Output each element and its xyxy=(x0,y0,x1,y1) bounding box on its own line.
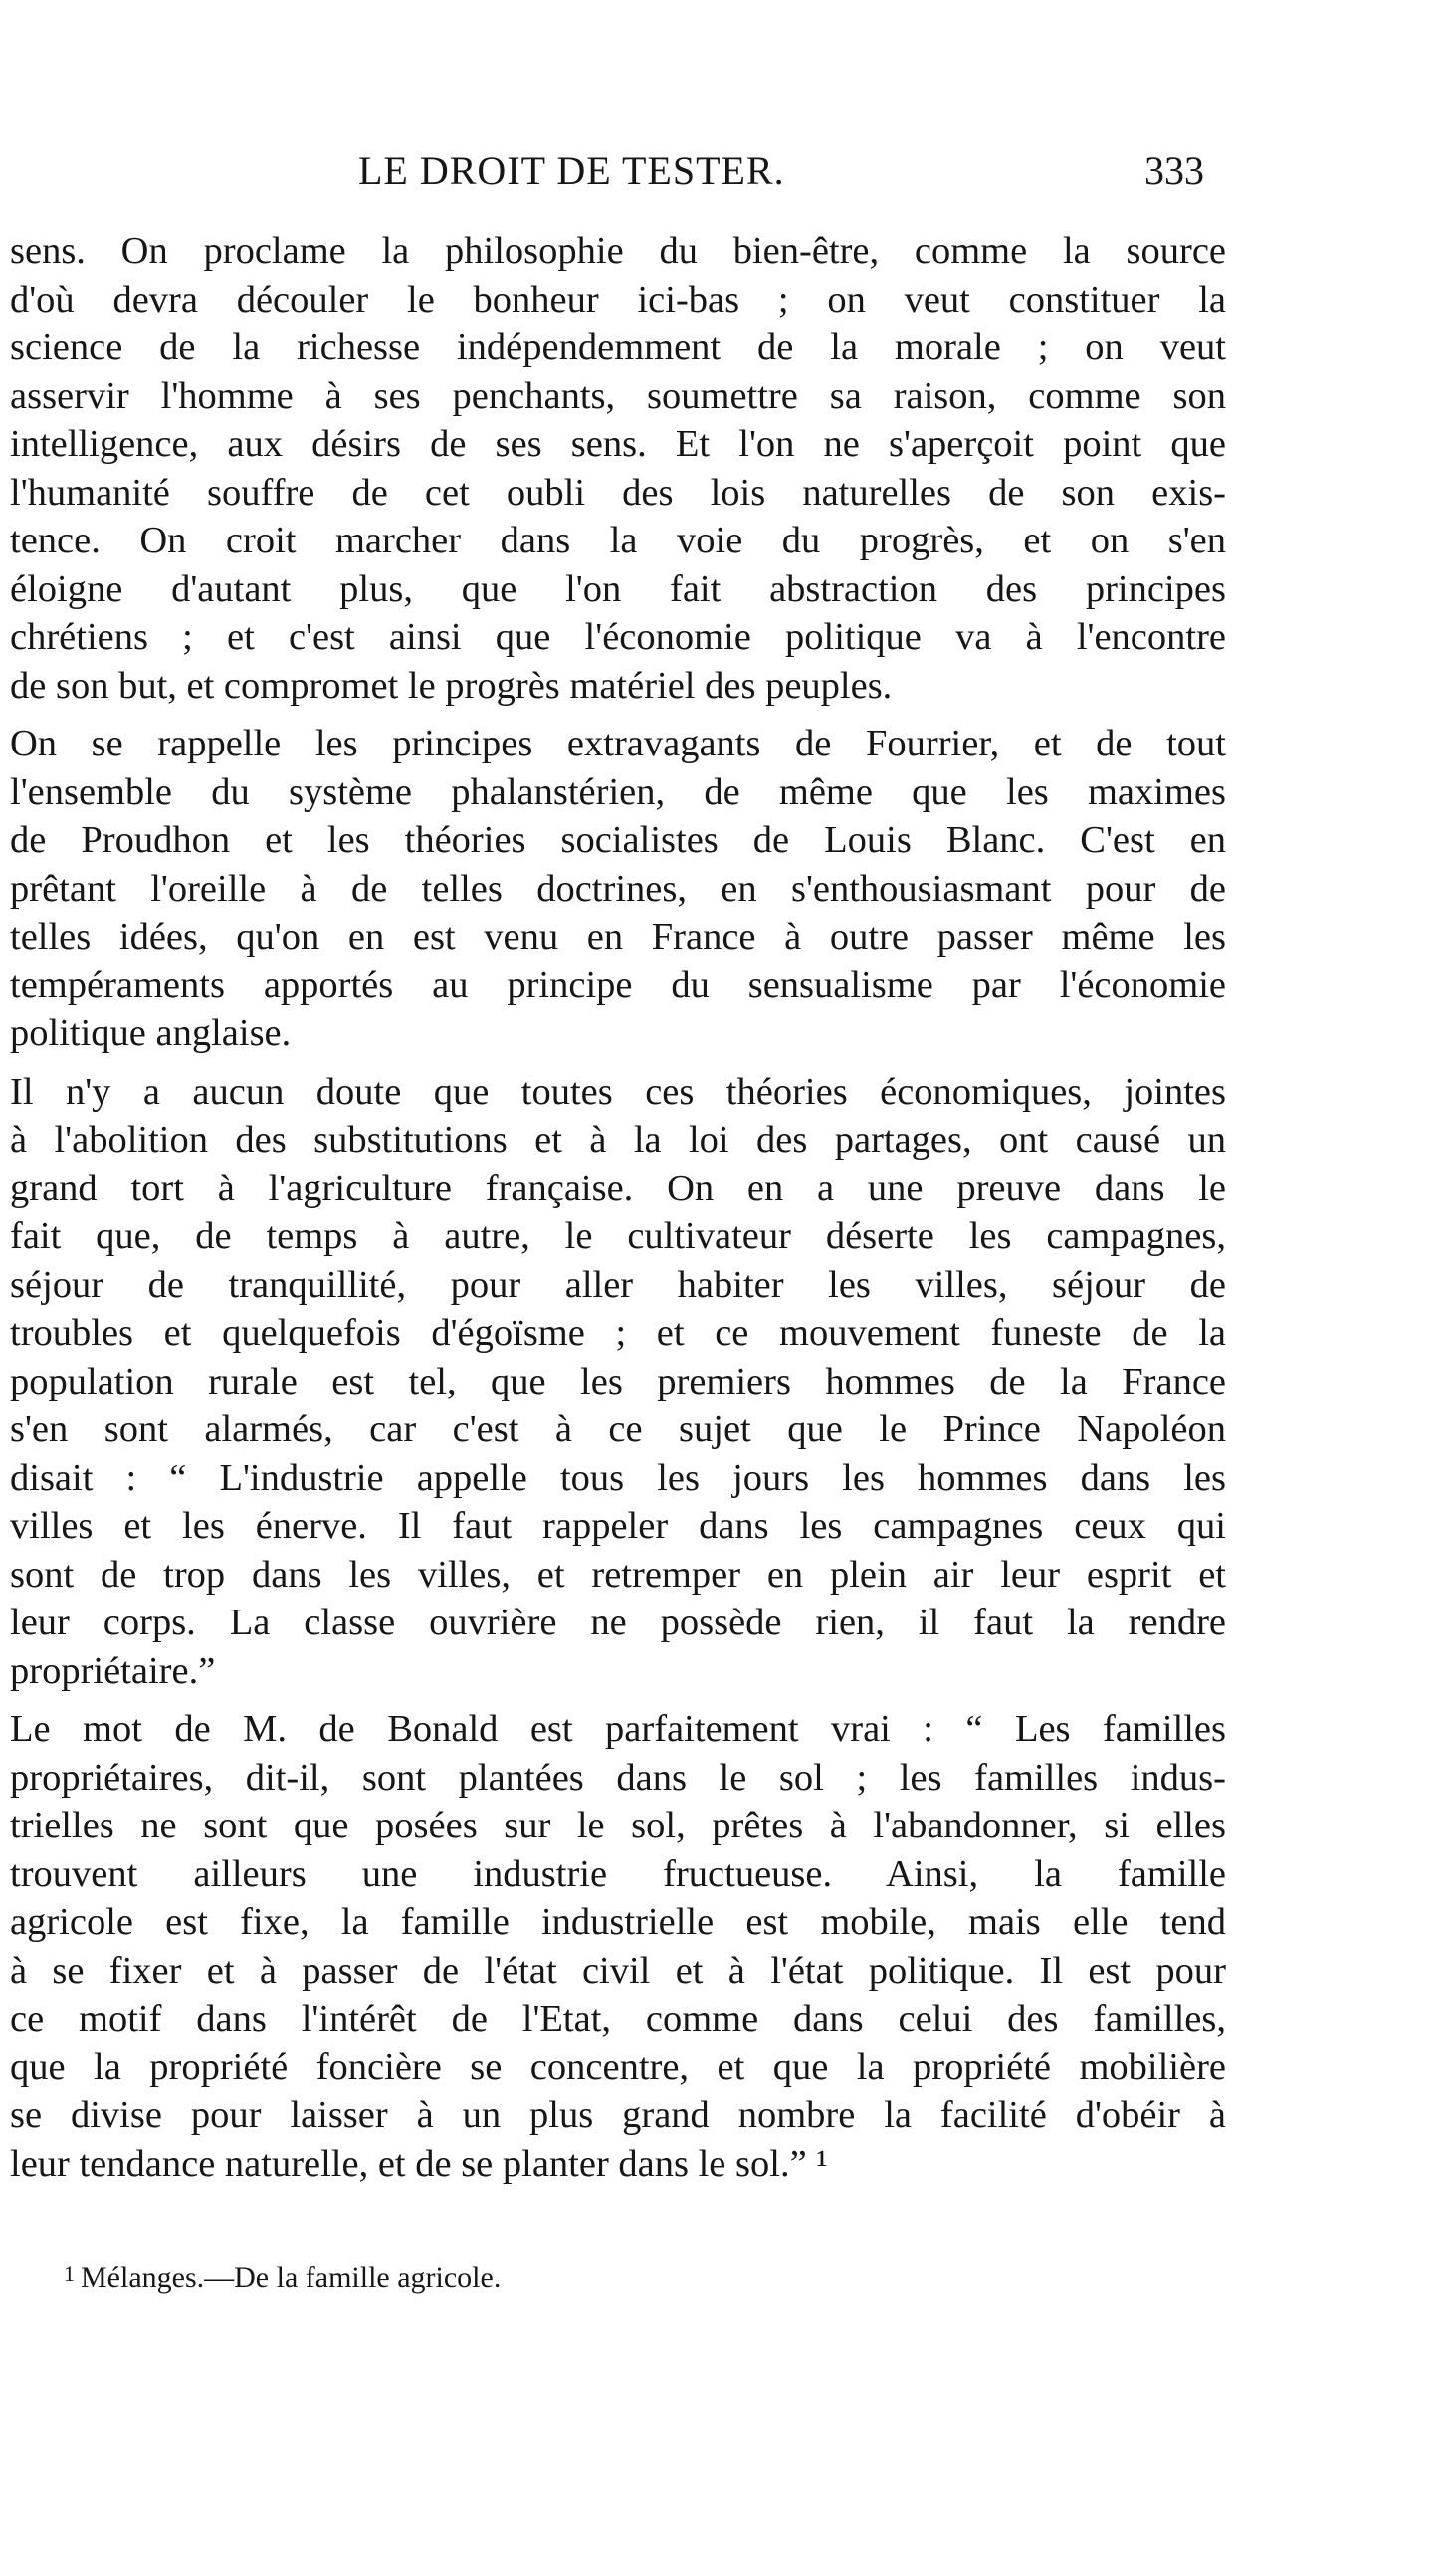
footnote-text: Mélanges.—De la famille agricole. xyxy=(81,2261,502,2294)
text-line: à l'abolition des substitutions et à la loi des partages, ont causé un xyxy=(10,1119,1226,1161)
text-line: sont de trop dans les villes, et retremper en plein air leur esprit et xyxy=(10,1553,1226,1596)
text-line: prêtant l'oreille à de telles doctrines, en s'enthousiasmant pour de xyxy=(10,867,1226,910)
text-line: se divise pour laisser à un plus grand nombre la facilité d'obéir à xyxy=(10,2094,1226,2136)
text-line: chrétiens ; et c'est ainsi que l'économie politique va à l'encontre xyxy=(10,616,1226,658)
text-line: propriétaire.” xyxy=(10,1649,216,1692)
text-line: asservir l'homme à ses penchants, soumettre sa raison, comme son xyxy=(10,374,1226,417)
text-line: politique anglaise. xyxy=(10,1012,292,1054)
text-line: disait : “ L'industrie appelle tous les jours les hommes dans les xyxy=(10,1456,1226,1499)
text-line: science de la richesse indépendemment de la morale ; on veut xyxy=(10,326,1226,368)
text-line: propriétaires, dit-il, sont plantées dans le sol ; les familles indus- xyxy=(10,1756,1226,1799)
text-line: que la propriété foncière se concentre, et que la propriété mobilière xyxy=(10,2045,1226,2088)
running-title: LE DROIT DE TESTER. xyxy=(358,148,785,193)
text-line: à se fixer et à passer de l'état civil et à l'état politique. Il est pour xyxy=(10,1949,1226,1992)
text-line: intelligence, aux désirs de ses sens. Et l'on ne s'aperçoit point que xyxy=(10,423,1226,465)
text-line: fait que, de temps à autre, le cultivateur déserte les campagnes, xyxy=(10,1215,1226,1257)
text-line: s'en sont alarmés, car c'est à ce sujet que le Prince Napoléon xyxy=(10,1408,1226,1450)
text-line: troubles et quelquefois d'égoïsme ; et ce mouvement funeste de la xyxy=(10,1312,1226,1354)
text-line: tempéraments apportés au principe du sensualisme par l'économie xyxy=(10,964,1226,1006)
text-line: l'ensemble du système phalanstérien, de même que les maximes xyxy=(10,770,1226,813)
text-line: population rurale est tel, que les premiers hommes de la France xyxy=(10,1360,1226,1402)
text-line: telles idées, qu'on en est venu en France à outre passer même les xyxy=(10,916,1226,958)
paragraph xyxy=(10,227,1226,710)
text-line: sens. On proclame la philosophie du bien-être, comme la source xyxy=(10,230,1226,272)
text-line: de son but, et compromet le progrès matériel des peuples. xyxy=(10,664,893,707)
text-line: tence. On croit marcher dans la voie du progrès, et on s'en xyxy=(10,520,1226,561)
text-line: leur tendance naturelle, et de se planter dans le sol.” ¹ xyxy=(10,2142,828,2185)
text-line: trielles ne sont que posées sur le sol, prêtes à l'abandonner, si elles xyxy=(10,1805,1226,1846)
text-line: de Proudhon et les théories socialistes de Louis Blanc. C'est en xyxy=(10,819,1226,861)
footnote xyxy=(64,2261,501,2295)
text-line: séjour de tranquillité, pour aller habiter les villes, séjour de xyxy=(10,1263,1226,1306)
text-line: agricole est fixe, la famille industrielle est mobile, mais elle tend xyxy=(10,1901,1226,1943)
text-line: l'humanité souffre de cet oubli des lois naturelles de son exis- xyxy=(10,471,1226,514)
paragraph xyxy=(10,1705,1226,2188)
text-line: trouvent ailleurs une industrie fructueuse. Ainsi, la famille xyxy=(10,1852,1226,1895)
text-line: ce motif dans l'intérêt de l'Etat, comme dans celui des familles, xyxy=(10,1998,1226,2039)
page-number: 333 xyxy=(1144,148,1204,193)
paragraph xyxy=(10,1068,1226,1696)
text-line: Il n'y a aucun doute que toutes ces théories économiques, jointes xyxy=(10,1070,1226,1113)
text-line: villes et les énerve. Il faut rappeler dans les campagnes ceux qui xyxy=(10,1505,1226,1547)
text-line: éloigne d'autant plus, que l'on fait abstraction des principes xyxy=(10,567,1226,610)
running-header xyxy=(0,147,1445,203)
body-text xyxy=(10,227,1226,2198)
footnote-marker: 1 xyxy=(64,2261,75,2286)
text-line: leur corps. La classe ouvrière ne possède rien, il faut la rendre xyxy=(10,1602,1226,1643)
text-line: d'où devra découler le bonheur ici-bas ; on veut constituer la xyxy=(10,278,1226,321)
text-line: On se rappelle les principes extravagants de Fourrier, et de tout xyxy=(10,723,1226,764)
text-line: grand tort à l'agriculture française. On en a une preuve dans le xyxy=(10,1167,1226,1209)
paragraph xyxy=(10,720,1226,1058)
text-line: Le mot de M. de Bonald est parfaitement vrai : “ Les familles xyxy=(10,1708,1226,1750)
